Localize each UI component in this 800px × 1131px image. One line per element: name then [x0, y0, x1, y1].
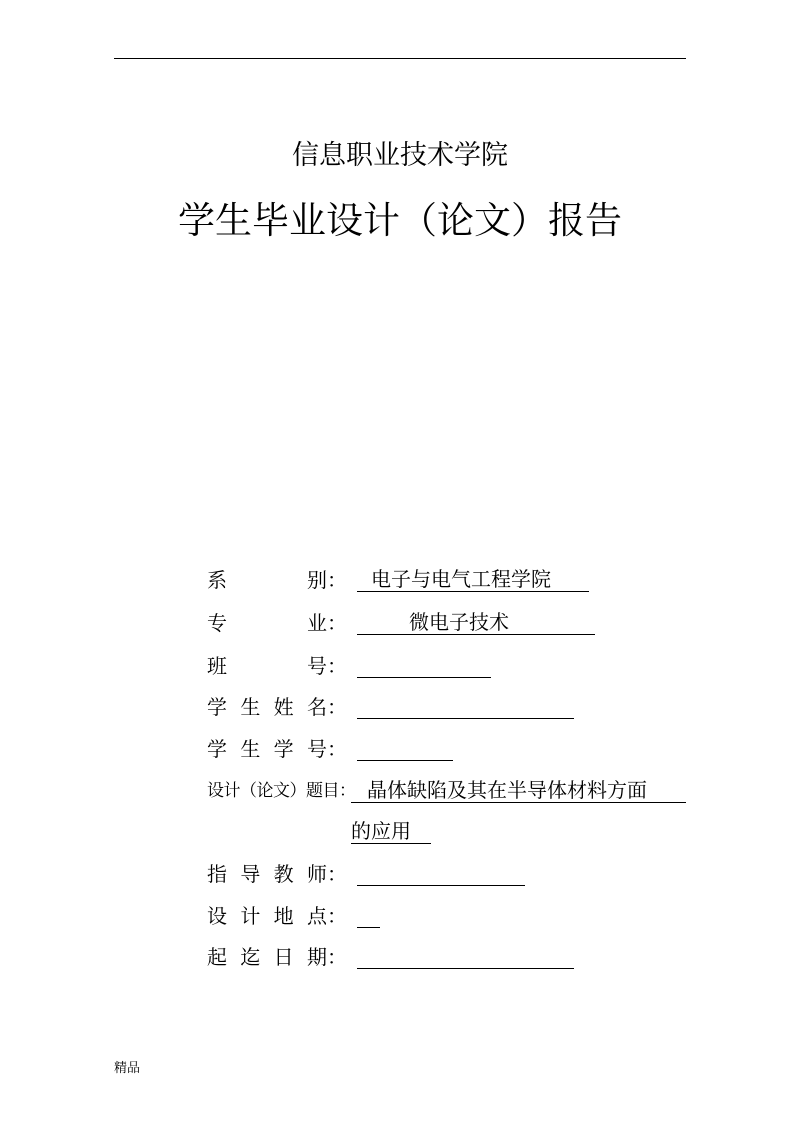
footer-note: 精品 [114, 1061, 141, 1076]
class-value [357, 652, 491, 678]
student-id-value [357, 735, 453, 761]
advisor-value [357, 860, 525, 886]
institution-name: 信息职业技术学院 [292, 140, 508, 171]
location-label: 设 计 地 点： [207, 904, 347, 928]
header-rule [114, 58, 686, 59]
dates-value [357, 943, 574, 969]
location-value [357, 902, 380, 928]
topic-label: 设计（论文）题目： [207, 781, 356, 801]
topic-value-line2: 的应用 [351, 818, 431, 844]
topic-value-line1: 晶体缺陷及其在半导体材料方面 [351, 777, 686, 803]
major-label: 专 业： [207, 611, 347, 635]
report-title: 学生毕业设计（论文）报告 [178, 199, 622, 242]
department-label: 系 别： [207, 568, 347, 592]
student-name-value [357, 693, 574, 719]
advisor-label: 指 导 教 师： [207, 862, 347, 886]
dates-label: 起 迄 日 期： [207, 945, 347, 969]
major-value: 微电子技术 [357, 609, 595, 635]
student-name-label: 学 生 姓 名： [207, 695, 347, 719]
student-id-label: 学 生 学 号： [207, 737, 347, 761]
class-label: 班 号： [207, 654, 347, 678]
department-value: 电子与电气工程学院 [357, 566, 589, 592]
